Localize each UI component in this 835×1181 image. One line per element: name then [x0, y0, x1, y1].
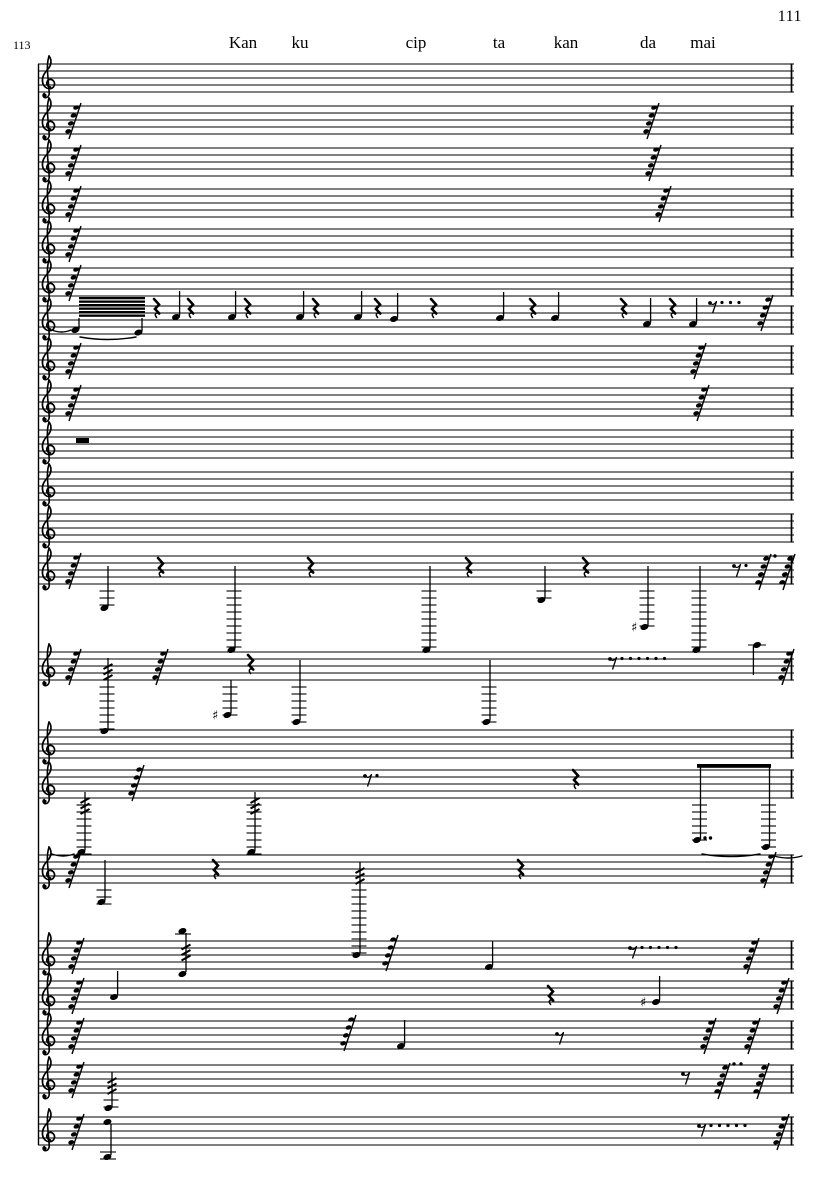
staff-13 [38, 548, 795, 654]
svg-text:♯: ♯ [212, 708, 219, 724]
staff-4 [38, 181, 794, 223]
staff-17 [38, 847, 794, 959]
lyric-syllable: cip [405, 33, 427, 52]
svg-text:♯: ♯ [631, 620, 638, 636]
staff-2 [38, 98, 794, 140]
staff-20 [38, 1013, 794, 1055]
staff-7 [38, 291, 794, 340]
staff-22 [38, 1109, 794, 1161]
staff-12 [38, 506, 794, 548]
staff-8 [38, 338, 794, 380]
staff-1 [38, 56, 794, 98]
lyric-syllable: da [639, 33, 657, 52]
lyric-syllable: Kan [228, 33, 258, 52]
svg-text:♯: ♯ [640, 995, 647, 1011]
staff-3 [38, 140, 794, 182]
lyric-syllable: kan [553, 33, 579, 52]
staff-9 [38, 380, 794, 422]
lyric-syllable: mai [690, 33, 716, 52]
staff-14 [38, 641, 794, 735]
staff-11 [38, 464, 794, 506]
staff-15 [38, 722, 794, 764]
measure-number: 113 [13, 38, 31, 52]
staff-10 [38, 422, 794, 464]
lyric-syllable: ku [291, 33, 309, 52]
staff-5 [38, 221, 794, 263]
staff-16 [38, 762, 802, 858]
staff-21 [38, 1057, 794, 1112]
lyric-syllable: ta [492, 33, 506, 52]
staff-6 [38, 260, 794, 302]
staff-19 [38, 971, 794, 1015]
staff-18 [38, 927, 794, 978]
page-number: 111 [777, 8, 802, 25]
